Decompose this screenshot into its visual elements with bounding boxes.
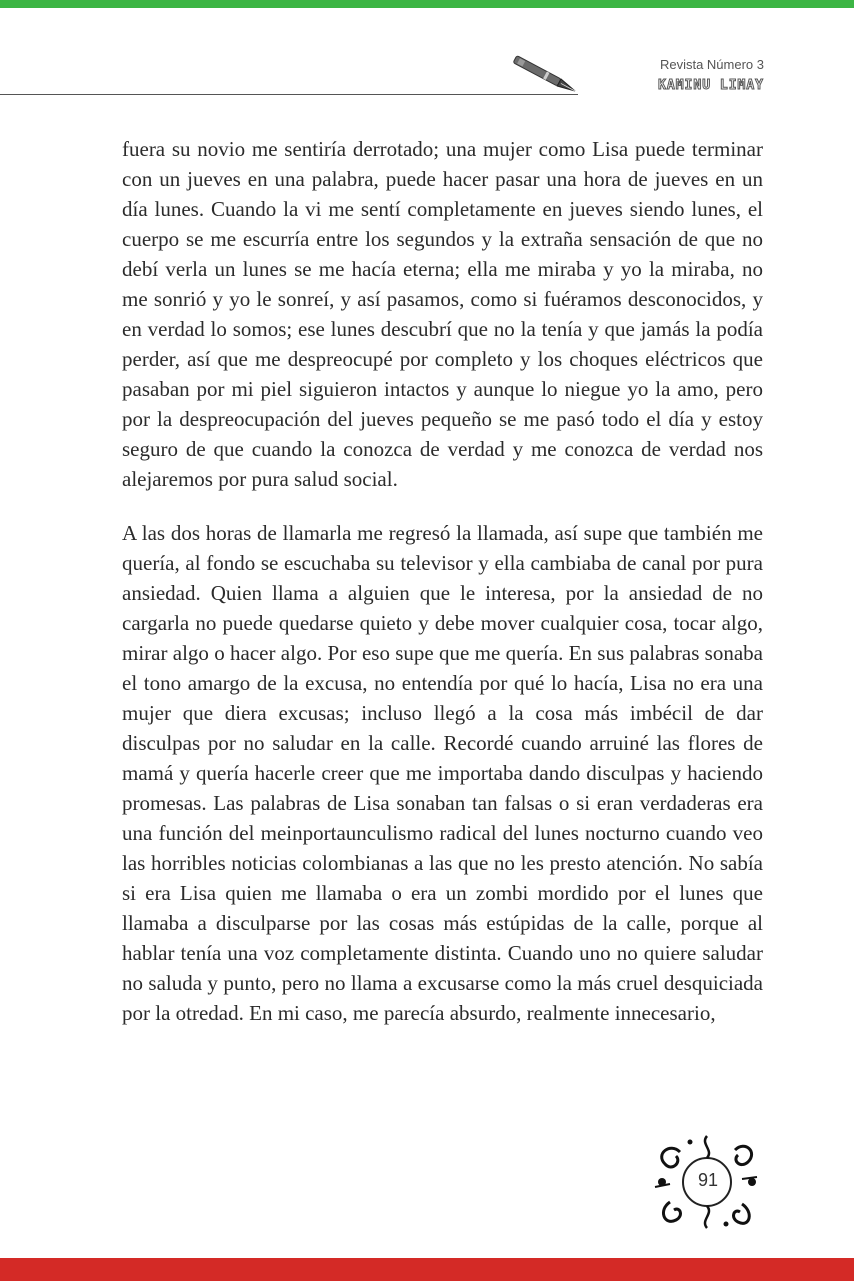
- issue-label: Revista Número 3: [659, 57, 764, 72]
- bottom-accent-bar: [0, 1258, 854, 1281]
- top-accent-bar: [0, 0, 854, 8]
- header-rule: [0, 94, 578, 95]
- paragraph: A las dos horas de llamarla me regresó la llamada, así supe que también me quería, al fondo se escuchaba su televisor y ella cambiaba de canal por pura ansiedad. Quien llama a alguien que le interesa, por la ansiedad de no cargarla no puede quedarse quieto y debe mover cualquier cosa, tocar algo, mirar algo o hacer algo. Por eso supe que me quería. En sus palabras sonaba el tono amargo de la excusa, no entendía por qué lo hacía, Lisa no era una mujer que diera excusas; incluso llegó a la cosa más imbécil de dar disculpas por no saludar en la calle. Recordé cuando arruiné las flores de mamá y quería hacerle creer que me importaba dando disculpas y haciendo promesas. Las palabras de Lisa sonaban tan falsas o si eran verdaderas era una función del meinportaunculismo radical del lunes nocturno cuando veo las horribles noticias colombianas a las que no les presto atención. No sabía si era Lisa quien me llamaba o era un zombi mordido por el lunes que llamaba a disculparse por las cosas más estúpidas de la calle, porque al hablar tenía una voz completamente distinta. Cuando uno no quiere saludar no saluda y punto, pero no llama a excusarse como la más cruel desquiciada por la otredad. En mi caso, me parecía absurdo, realmente innecesario,: [122, 521, 763, 1025]
- brand-label: KAMINU LIMAY: [658, 78, 764, 93]
- page-number: 91: [697, 1170, 719, 1190]
- article-body: [122, 134, 763, 1028]
- paragraph: fuera su novio me sentiría derrotado; una mujer como Lisa puede terminar con un jueves en una palabra, puede hacer pasar una hora de jueves en un día lunes. Cuando la vi me sentí completamente en jueves siendo lunes, el cuerpo se me escurría entre los segundos y la extraña sensación de que no debí verla un lunes se me hacía eterna; ella me miraba y yo la miraba, no me sonrió y yo le sonreí, y así pasamos, como si fuéramos desconocidos, y en verdad lo somos; ese lunes descubrí que no la tenía y que jamás la podía perder, así que me despreocupé por completo y los choques eléctricos que pasaban por mi piel siguieron intactos y aunque lo niegue yo la amo, pero por la despreocupación del jueves pequeño se me pasó todo el día y estoy seguro de que cuando la conozca de verdad y me conozca de verdad nos alejaremos por pura salud social.: [122, 137, 763, 491]
- fountain-pen-icon: [505, 52, 585, 98]
